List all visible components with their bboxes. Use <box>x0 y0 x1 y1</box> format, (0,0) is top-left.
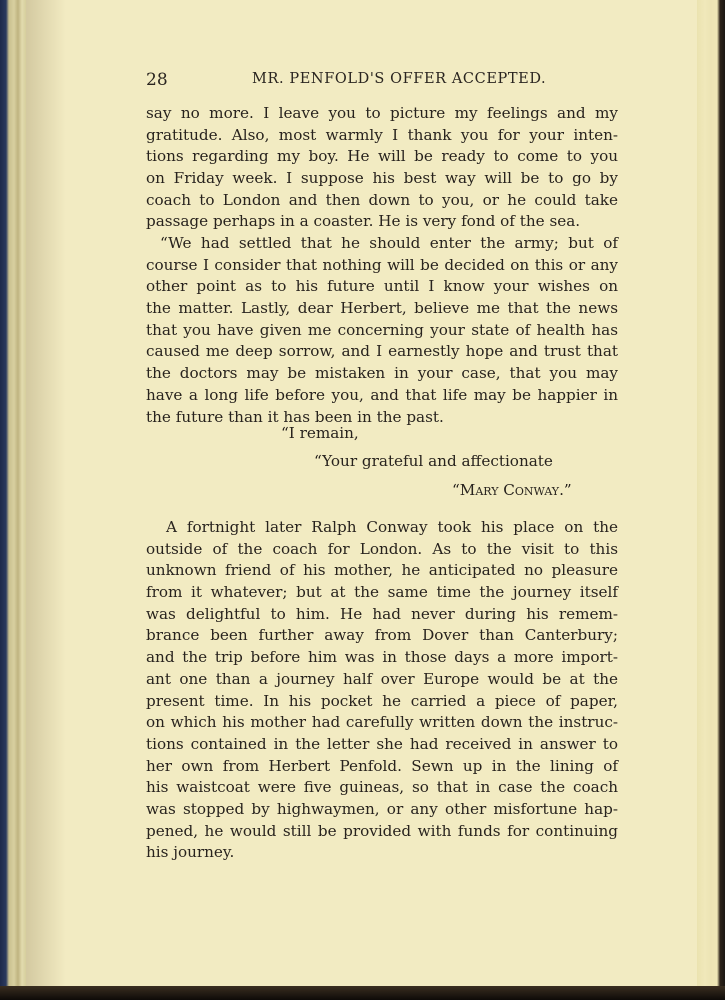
book-binding-left <box>0 0 26 1000</box>
text-line: and the trip before him was in those days a more import- <box>146 648 618 667</box>
text-line: A fortnight later Ralph Conway took his place on the <box>166 518 618 536</box>
text-line: her own from Herbert Penfold. Sewn up in the lining of <box>146 756 618 775</box>
text-line: from it whatever; but at the same time the journey itself <box>146 583 618 602</box>
text-line: say no more. I leave you to picture my feelings and my <box>146 104 618 122</box>
page-header <box>146 70 616 94</box>
page-gutter-shadow <box>26 0 66 988</box>
text-line: tions contained in the letter she had received in answer to <box>146 734 618 753</box>
text-line: unknown friend of his mother, he anticipated no pleasure <box>146 561 618 580</box>
text-line: caused me deep sorrow, and I earnestly hope and trust that <box>146 342 618 361</box>
narrative-paragraph <box>146 517 618 864</box>
text-line: the matter. Lastly, dear Herbert, believe me that the news <box>146 299 618 318</box>
closing-affectionate: “Your grateful and affectionate <box>314 452 553 470</box>
text-line: on Friday week. I suppose his best way will be to go by <box>146 169 618 188</box>
letter-paragraph-1 <box>146 103 618 233</box>
text-line: tions regarding my boy. He will be ready to come to you <box>146 147 618 166</box>
page-number: 28 <box>146 70 168 90</box>
text-line: was stopped by highwaymen, or any other misfortune hap- <box>146 799 618 818</box>
text-line: course I consider that nothing will be decided on this or any <box>146 255 618 274</box>
text-line: present time. In his pocket he carried a piece of paper, <box>146 691 618 710</box>
text-line: the doctors may be mistaken in your case, that you may <box>146 364 618 383</box>
text-line: coach to London and then down to you, or he could take <box>146 190 618 209</box>
text-line: his waistcoat were five guineas, so that in case the coach <box>146 778 618 797</box>
text-line: brance been further away from Dover than Canterbury; <box>146 626 618 645</box>
closing-remain: “I remain, <box>281 424 359 442</box>
text-line: was delightful to him. He had never during his remem- <box>146 604 618 623</box>
text-line: the future than it has been in the past. <box>146 407 444 426</box>
book-bottom-edge <box>0 986 725 1000</box>
text-line: passage perhaps in a coaster. He is very fond of the sea. <box>146 212 581 231</box>
text-line: that you have given me concerning your state of health has <box>146 320 618 339</box>
text-line: other point as to his future until I know your wishes on <box>146 277 618 296</box>
text-line: on which his mother had carefully written down the instruc- <box>146 713 618 732</box>
book-binding-right <box>697 0 725 1000</box>
closing-signature: “Mary Conway.” <box>452 481 572 499</box>
text-line: “We had settled that he should enter the army; but of <box>160 234 618 252</box>
text-line: pened, he would still be provided with funds for continuing <box>146 821 618 840</box>
text-line: his journey. <box>146 843 235 862</box>
text-line: outside of the coach for London. As to the visit to this <box>146 539 618 558</box>
running-title: MR. PENFOLD'S OFFER ACCEPTED. <box>252 71 547 87</box>
text-line: gratitude. Also, most warmly I thank you for your inten- <box>146 125 618 144</box>
text-line: ant one than a journey half over Europe would be at the <box>146 669 618 688</box>
text-line: have a long life before you, and that life may be happier in <box>146 385 618 404</box>
letter-paragraph-2 <box>146 233 618 428</box>
